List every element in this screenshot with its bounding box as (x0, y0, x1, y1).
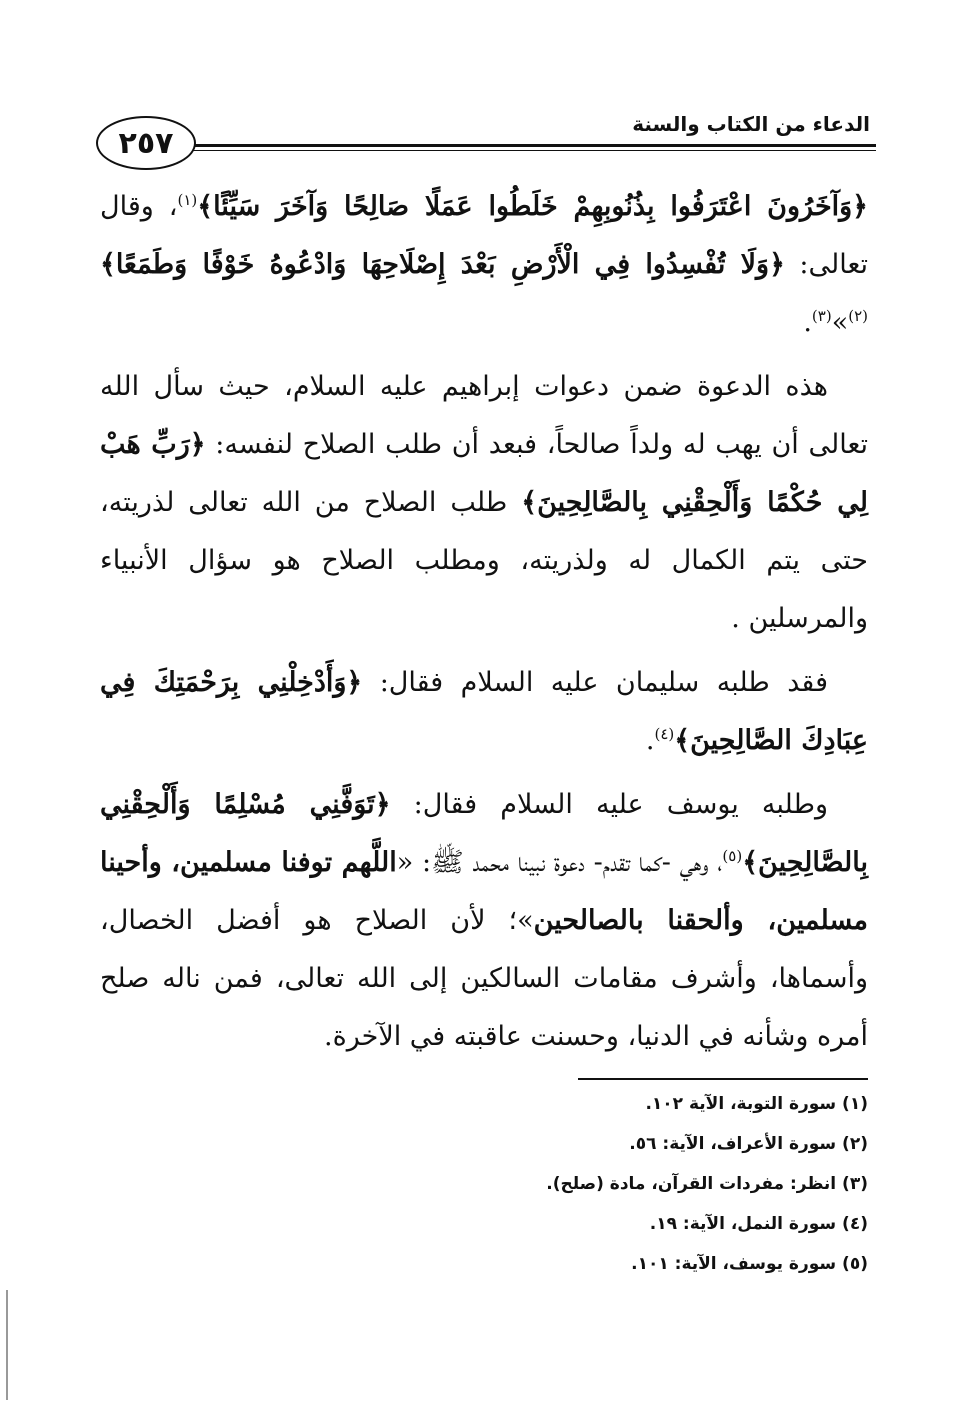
main-text (100, 178, 868, 1072)
footnote-item: (٣) انظر: مفردات القرآن، مادة (صلح). (546, 1174, 868, 1194)
quran-verse: ﴿تَوَفَّنِي مُسْلِمًا وَأَلْحِقْنِي بِالصَّالِحِينَ﴾ (100, 789, 868, 878)
body-text-segment: طلب الصلاح من الله تعالى لذريته، حتى يتم الكمال له ولذريته، ومطلب الصلاح هو سؤال الأنبياء والمرسلين . (100, 487, 868, 634)
body-text-segment: وطلبه يوسف عليه السلام فقال: (390, 789, 828, 820)
page-number-oval (96, 116, 196, 170)
body-text-segment: ، وقال تعالى: (100, 191, 868, 280)
quran-verse: ﴿وَآخَرُونَ اعْتَرَفُوا بِذُنُوبِهِمْ خَلَطُوا عَمَلًا صَالِحًا وَآخَرَ سَيِّئًا﴾ (197, 191, 868, 222)
quran-verse: ﴿وَلَا تُفْسِدُوا فِي الْأَرْضِ بَعْدَ إِصْلَاحِهَا وَادْعُوهُ خَوْفًا وَطَمَعًا﴾ (100, 249, 785, 280)
quran-verse: ﴿رَبِّ هَبْ لِي حُكْمًا وَأَلْحِقْنِي بِالصَّالِحِينَ﴾ (100, 429, 868, 518)
page-header (96, 100, 876, 170)
footnote-marker: (٤) (654, 725, 675, 743)
body-text-segment: فقد طلبه سليمان عليه السلام فقال: (362, 667, 828, 698)
body-text-segment: ، وهي -كما تقدم- دعوة نبينا محمد ﷺ: « (396, 847, 723, 878)
body-text-segment: »؛ لأن الصلاح هو أفضل الخصال، وأسماها، وأشرف مقامات السالكين إلى الله تعالى، فمن ناله صلح أمره وشأنه في الدنيا، وحسنت عاقبته في الآخرة. (100, 905, 868, 1052)
footnote-marker: (٥) (722, 847, 743, 865)
body-text-segment: . (803, 307, 812, 338)
footnote-item: (٥) سورة يوسف، الآية: ١٠١. (631, 1254, 868, 1274)
footnote-marker: (٢) (848, 307, 868, 325)
body-text-segment: هذه الدعوة ضمن دعوات إبراهيم عليه السلام، حيث سأل الله تعالى أن يهب له ولداً صالحاً، فبعد أن طلب الصلاح لنفسه: (100, 371, 868, 460)
paragraph (100, 776, 868, 1066)
footnote-item: (٤) سورة النمل، الآية: ١٩. (649, 1214, 868, 1234)
body-text-segment: . (645, 725, 655, 756)
header-rule-thin (182, 150, 876, 151)
footnote-rule (578, 1078, 868, 1080)
header-rule (182, 144, 876, 147)
quran-verse: اللَّهم توفنا مسلمين، وأحينا مسلمين، وألحقنا بالصالحين (100, 847, 868, 936)
quran-verse: ﴿وَأَدْخِلْنِي بِرَحْمَتِكَ فِي عِبَادِكَ الصَّالِحِينَ﴾ (100, 667, 868, 756)
footnote-marker: (٣) (811, 307, 832, 325)
footnote-item: (١) سورة التوبة، الآية ١٠٢. (645, 1094, 868, 1114)
paragraph (100, 358, 868, 648)
paragraph (100, 654, 868, 770)
scan-edge-mark (6, 1290, 8, 1400)
running-title: الدعاء من الكتاب والسنة (632, 112, 870, 136)
paragraph (100, 178, 868, 352)
footnote-marker: (١) (177, 191, 198, 209)
body-text-segment: » (831, 307, 849, 338)
page-number: ٢٥٧ (118, 125, 174, 161)
footnotes (368, 1084, 868, 1284)
footnote-item: (٢) سورة الأعراف، الآية: ٥٦. (629, 1134, 868, 1154)
